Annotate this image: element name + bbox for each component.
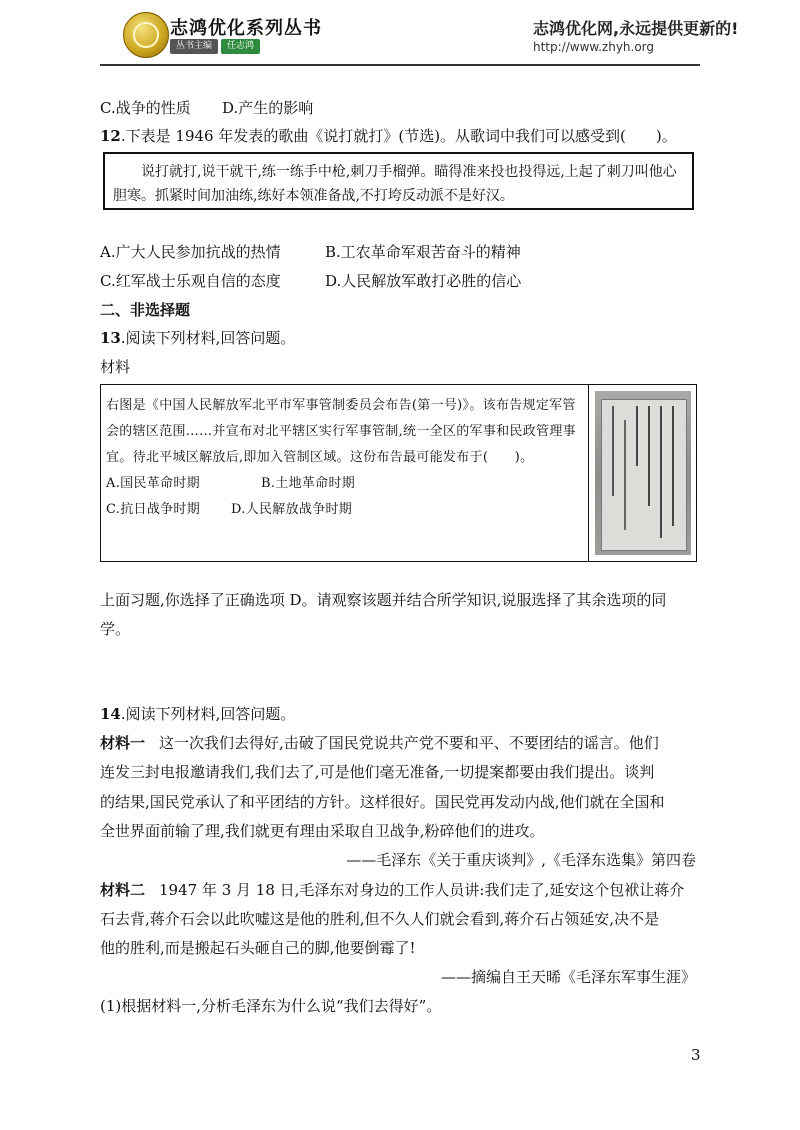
q14-material2-source: ——摘编自王天晞《毛泽东军事生涯》 [440, 968, 696, 986]
q13-option-d: D.人民解放战争时期 [231, 502, 353, 517]
q12-options-row1 [100, 242, 521, 262]
q14-material2-text-2: 石去背,蒋介石会以此吹嘘这是他的胜利,但不久人们就会看到,蒋介石占领延安,决不是 [100, 910, 660, 928]
section-title: 二、非选择题 [100, 301, 191, 319]
q14-stem [100, 704, 295, 724]
q14-material2-text-3: 他的胜利,而是搬起石头砸自己的脚,他要倒霉了! [100, 939, 416, 957]
q14-material1-text-1: 这一次我们去得好,击破了国民党说共产党不要和平、不要团结的谣言。他们 [159, 734, 659, 752]
q13-option-a: A.国民革命时期 [106, 476, 200, 491]
q13-prompt-line2: 学。 [100, 620, 131, 638]
q14-material2-label: 材料二 [100, 881, 146, 899]
editor-label: 丛书主编 [170, 39, 218, 54]
q13-option-c: C.抗日战争时期 [106, 502, 201, 517]
header-divider [100, 64, 700, 66]
q14-stem-text: .阅读下列材料,回答问题。 [120, 705, 296, 723]
q11-options [100, 98, 313, 118]
q13-material-box [100, 384, 697, 562]
q13-material-text: 右图是《中国人民解放军北平市军事管制委员会布告(第一号)》。该布告规定军管会的辖区范围……并宣布对北平辖区实行军事管制,统一全区的军事和民政管理事宜。待北平城区解放后,即加入管制区域。这份布告最可能发布于( )。 [106, 398, 576, 465]
q13-material-label: 材料 [100, 358, 131, 376]
q12-options-row2 [100, 271, 521, 291]
q14-material1-label: 材料一 [100, 734, 146, 752]
q14-material2-line1 [100, 880, 684, 900]
editor-name: 任志鸿 [221, 39, 260, 54]
q13-material [106, 393, 582, 523]
q14-material1-text-2: 连发三封电报邀请我们,我们去了,可是他们毫无准备,一切提案都要由我们提出。谈判 [100, 763, 655, 781]
q14-subquestion-1: (1)根据材料一,分析毛泽东为什么说“我们去得好”。 [100, 997, 442, 1015]
q14-material1-text-3: 的结果,国民党承认了和平团结的方针。这样很好。国民党再发动内战,他们就在全国和 [100, 793, 665, 811]
q13-stem-text: .阅读下列材料,回答问题。 [120, 329, 296, 347]
site-url[interactable]: http://www.zhyh.org [533, 40, 655, 54]
q12-number: 12 [100, 127, 121, 145]
q12-option-b: B.工农革命军艰苦奋斗的精神 [325, 243, 521, 261]
editor-badges [170, 39, 260, 54]
q12-option-d: D.人民解放军敢打必胜的信心 [325, 272, 522, 290]
series-logo [123, 12, 169, 58]
q12-stem [100, 126, 677, 146]
q13-option-b: B.土地革命时期 [261, 476, 356, 491]
q12-lyrics-box [103, 152, 694, 210]
q14-material2-text-1: 1947 年 3 月 18 日,毛泽东对身边的工作人员讲:我们走了,延安这个包袱让蒋介 [159, 881, 685, 899]
q13-stem [100, 328, 295, 348]
q12-option-c: C.红军战士乐观自信的态度 [100, 272, 281, 290]
site-slogan: 志鸿优化网,永远提供更新的! [533, 19, 739, 38]
q11-option-d: D.产生的影响 [222, 99, 314, 117]
page-number: 3 [691, 1046, 701, 1064]
q12-option-a: A.广大人民参加抗战的热情 [100, 243, 281, 261]
q14-material1-line1 [100, 733, 659, 753]
q13-options-row1 [106, 471, 582, 497]
q14-number: 14 [100, 705, 121, 723]
q13-number: 13 [100, 329, 121, 347]
proclamation-photo [595, 391, 691, 555]
series-title: 志鸿优化系列丛书 [170, 18, 322, 39]
q11-option-c: C.战争的性质 [100, 99, 191, 117]
page-header [0, 0, 800, 72]
q14-material1-source: ——毛泽东《关于重庆谈判》,《毛泽东选集》第四卷 [346, 851, 696, 869]
q14-material1-text-4: 全世界面前输了理,我们就更有理由采取自卫战争,粉碎他们的进攻。 [100, 822, 545, 840]
proclamation-paper-image [601, 399, 687, 551]
material-divider [588, 385, 589, 561]
q13-prompt-line1: 上面习题,你选择了正确选项 D。请观察该题并结合所学知识,说服选择了其余选项的同 [100, 591, 667, 609]
q12-lyrics: 说打就打,说干就干,练一练手中枪,刺刀手榴弹。瞄得准来投也投得远,上起了刺刀叫他心胆寒。抓紧时间加油练,练好本领准备战,不打垮反动派不是好汉。 [113, 164, 677, 204]
q13-options-row2 [106, 497, 582, 523]
q12-stem-text: .下表是 1946 年发表的歌曲《说打就打》(节选)。从歌词中我们可以感受到( )。 [120, 127, 677, 145]
